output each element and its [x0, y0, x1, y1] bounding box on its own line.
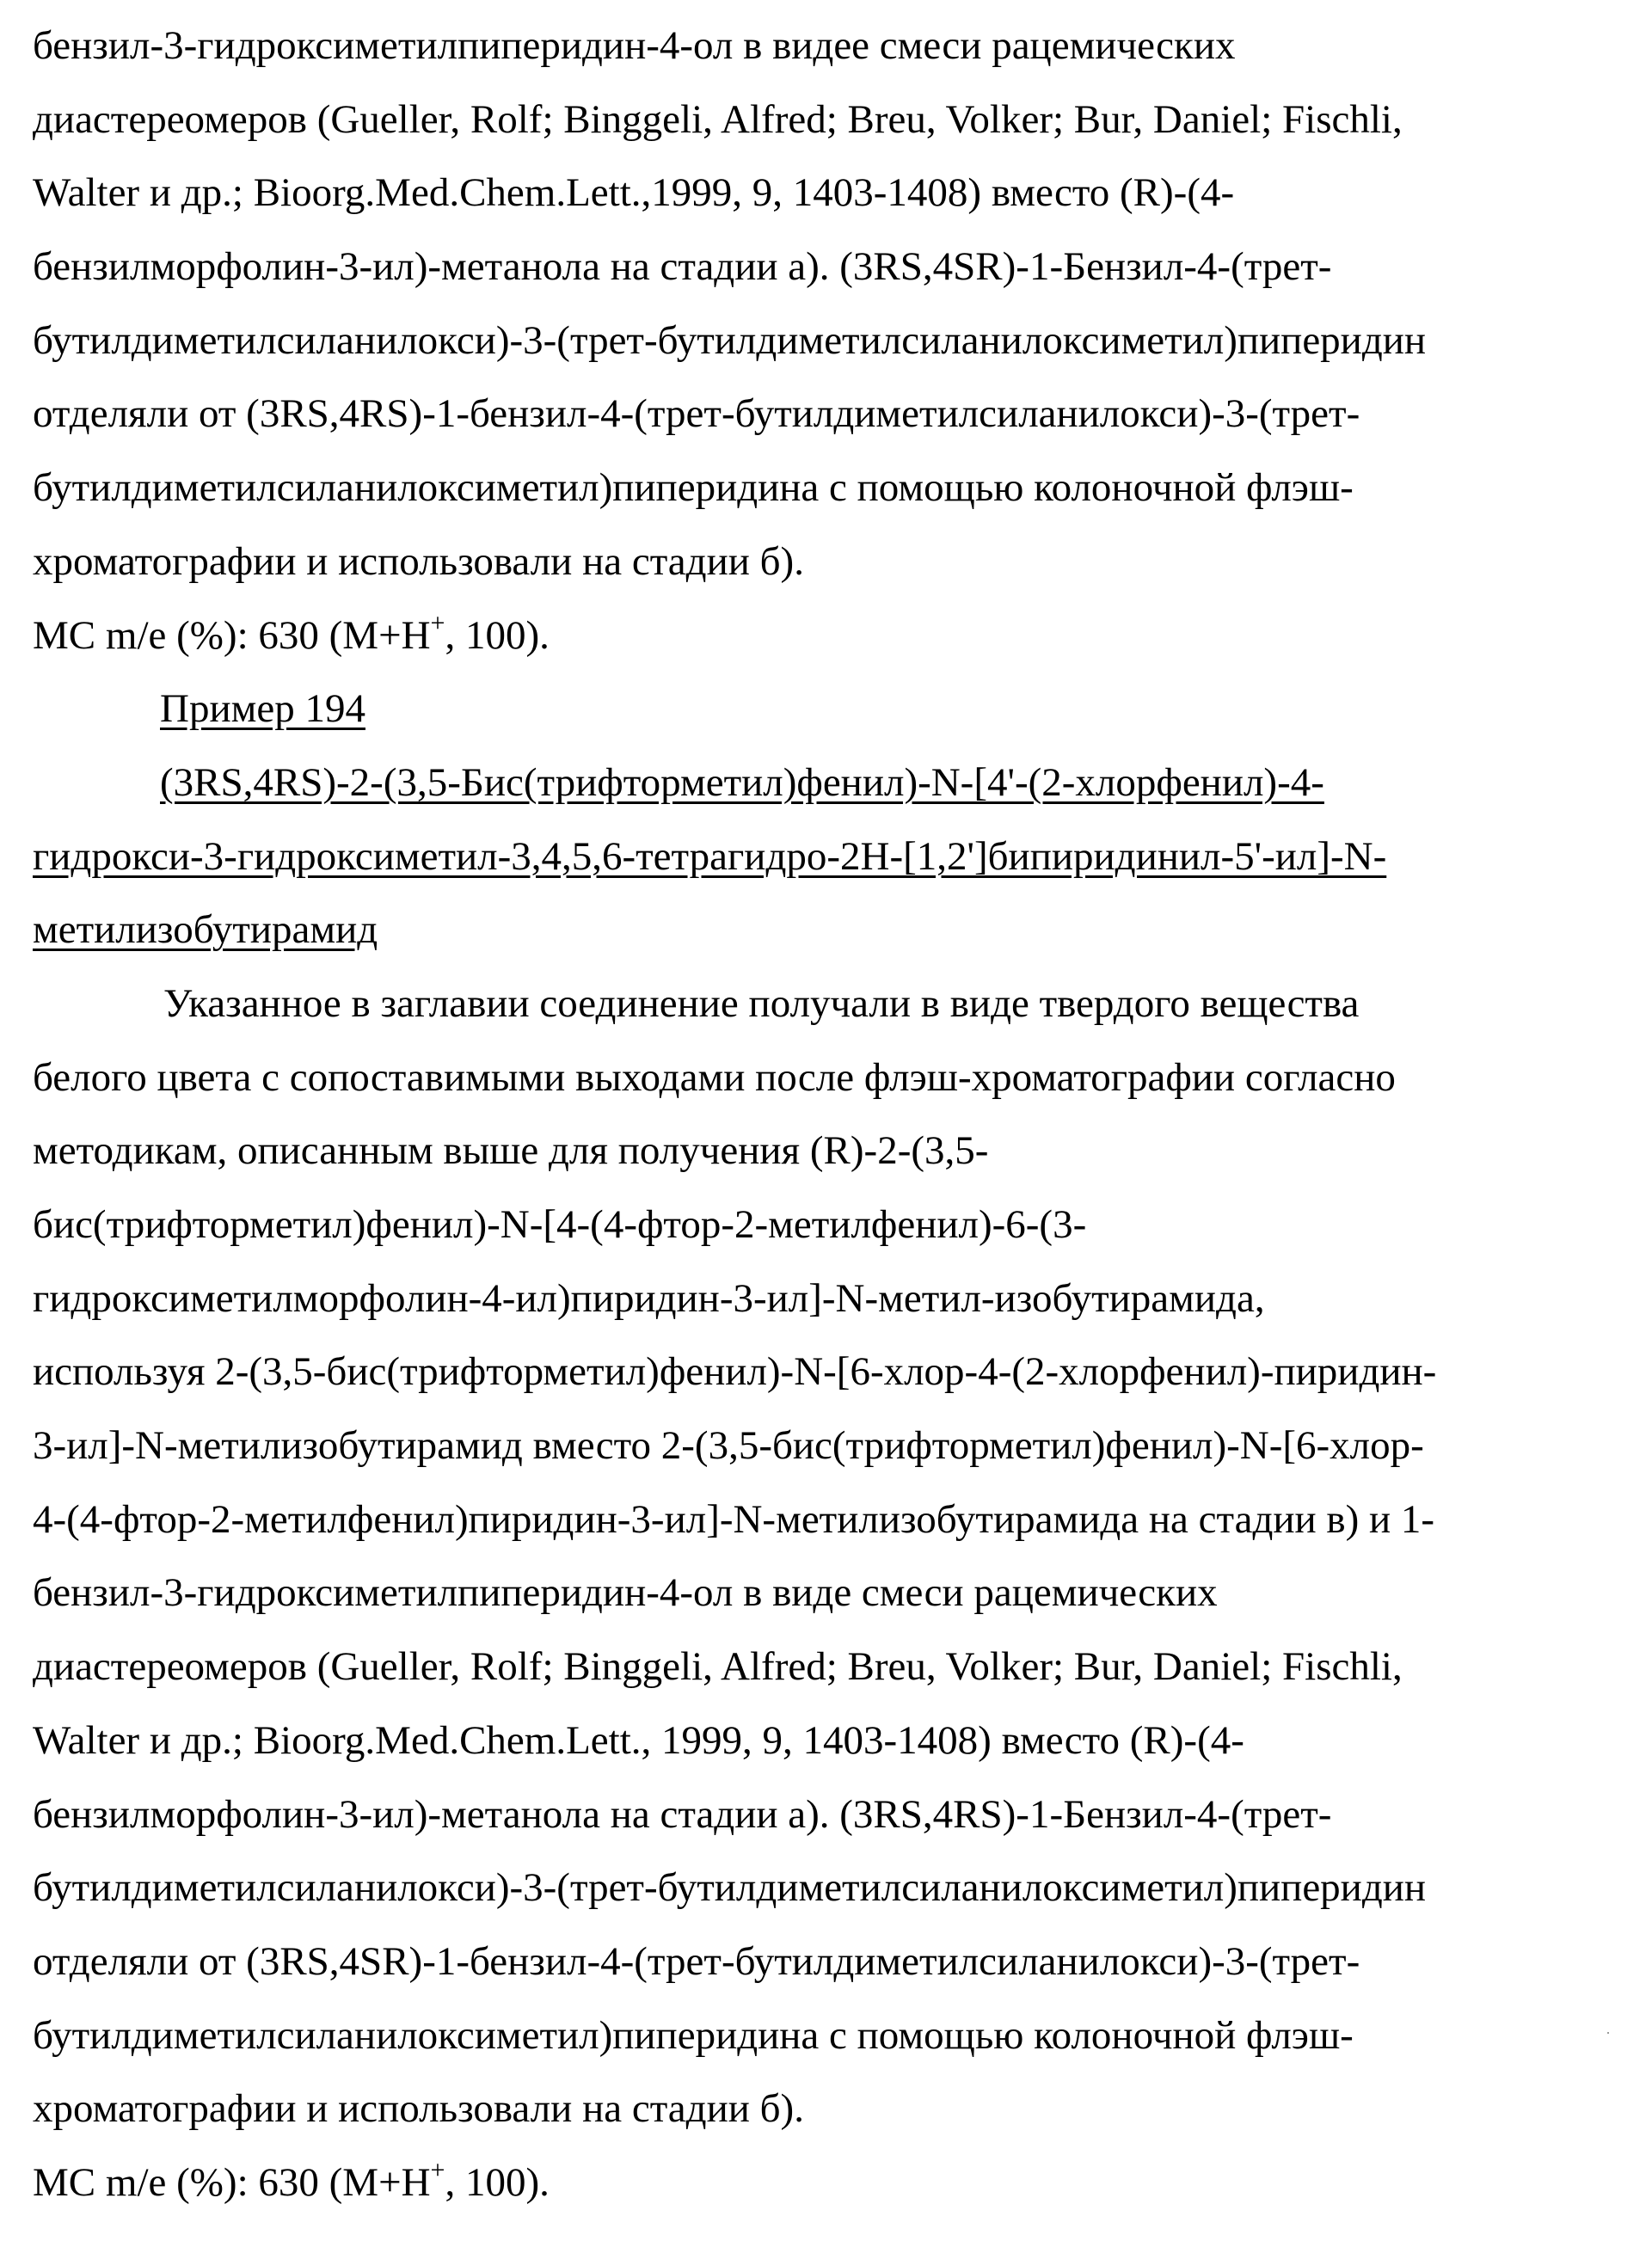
text-line: Walter и др.; Bioorg.Med.Chem.Lett.,1999, 9, 1403-1408) вместо (R)-(4- [33, 170, 1235, 216]
body-text-line: белого цвета с сопоставимыми выходами после флэш-хроматографии согласно [33, 1054, 1396, 1100]
text-line: отделяли от (3RS,4RS)-1-бензил-4-(трет-бутилдиметилсиланилокси)-3-(трет- [33, 391, 1360, 437]
compound-title-line [0, 746, 1652, 820]
body-text-line: бутилдиметилсиланилокси)-3-(трет-бутилдиметилсиланилоксиметил)пиперидин [33, 1865, 1427, 1911]
body-text-line: гидроксиметилморфолин-4-ил)пиридин-3-ил]-N-метил-изобутирамида, [33, 1275, 1265, 1321]
text-line: бутилдиметилсиланилокси)-3-(трет-бутилдиметилсиланилоксиметил)пиперидин [33, 317, 1427, 363]
body-text-line: бутилдиметилсиланилоксиметил)пиперидина с помощью колоночной флэш- [33, 2012, 1354, 2058]
ms-result-line [0, 599, 1652, 673]
compound-title-line [0, 893, 1652, 967]
body-text-line: используя 2-(3,5-бис(трифторметил)фенил)-N-[6-хлор-4-(2-хлорфенил)-пиридин- [33, 1349, 1437, 1395]
body-text-line: Walter и др.; Bioorg.Med.Chem.Lett., 1999, 9, 1403-1408) вместо (R)-(4- [33, 1717, 1244, 1763]
ms-prefix: МС m/e (%): 630 (M+H [33, 612, 431, 658]
scan-speck [1607, 2032, 1609, 2034]
ms-result-line [0, 2146, 1652, 2220]
ms-prefix: МС m/e (%): 630 (M+H [33, 2159, 431, 2205]
body-text-line: диастереомеров (Gueller, Rolf; Binggeli, Alfred; Breu, Volker; Bur, Daniel; Fischli, [33, 1644, 1403, 1690]
ms-superscript: + [430, 608, 445, 637]
compound-title-part: (3RS,4RS)-2-(3,5-Бис(трифторметил)фенил)-N-[4'-(2-хлорфенил)-4- [160, 759, 1324, 805]
body-text-line: бис(трифторметил)фенил)-N-[4-(4-фтор-2-метилфенил)-6-(3- [33, 1202, 1087, 1247]
text-line: диастереомеров (Gueller, Rolf; Binggeli, Alfred; Breu, Volker; Bur, Daniel; Fischli, [33, 96, 1403, 142]
text-line: хроматографии и использовали на стадии б). [33, 538, 804, 584]
body-text-line: Указанное в заглавии соединение получали в виде твердого вещества [163, 980, 1360, 1026]
example-heading: Пример 194 [160, 686, 365, 732]
ms-suffix: , 100). [445, 2159, 550, 2205]
compound-title-line [0, 820, 1652, 894]
ms-superscript: + [430, 2155, 445, 2184]
body-text-line: 4-(4-фтор-2-метилфенил)пиридин-3-ил]-N-метилизобутирамида на стадии в) и 1- [33, 1496, 1435, 1542]
text-line: бутилдиметилсиланилоксиметил)пиперидина с помощью колоночной флэш- [33, 465, 1354, 511]
body-text-line: методикам, описанным выше для получения (R)-2-(3,5- [33, 1128, 989, 1174]
body-text-line: хроматографии и использовали на стадии б). [33, 2086, 804, 2132]
example-heading-line [0, 672, 1652, 746]
body-text-line: 3-ил]-N-метилизобутирамид вместо 2-(3,5-бис(трифторметил)фенил)-N-[6-хлор- [33, 1423, 1424, 1469]
compound-title-part: метилизобутирамид [33, 907, 378, 953]
text-line: бензил-3-гидроксиметилпиперидин-4-ол в видее смеси рацемических [33, 23, 1236, 68]
compound-title-part: гидрокси-3-гидроксиметил-3,4,5,6-тетрагидро-2H-[1,2']бипиридинил-5'-ил]-N- [33, 833, 1387, 879]
ms-suffix: , 100). [445, 612, 550, 658]
body-text-line: бензилморфолин-3-ил)-метанола на стадии а). (3RS,4RS)-1-Бензил-4-(трет- [33, 1791, 1332, 1837]
text-line: бензилморфолин-3-ил)-метанола на стадии а). (3RS,4SR)-1-Бензил-4-(трет- [33, 244, 1332, 290]
body-text-line: бензил-3-гидроксиметилпиперидин-4-ол в виде смеси рацемических [33, 1570, 1218, 1616]
body-text-line: отделяли от (3RS,4SR)-1-бензил-4-(трет-бутилдиметилсиланилокси)-3-(трет- [33, 1938, 1360, 1984]
